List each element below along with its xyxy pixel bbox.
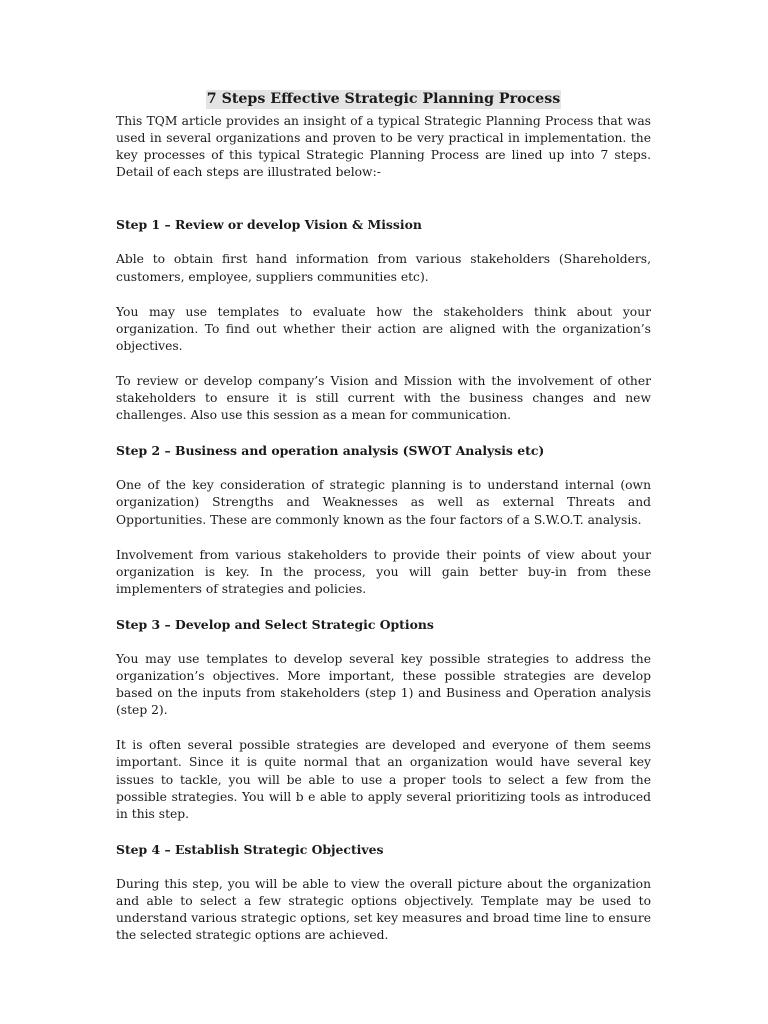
document-page xyxy=(116,88,651,944)
step-1-paragraph-3: To review or develop company’s Vision and Mission with the involvement of other stakeholders to ensure it is still current with the business changes and new challenges. Also use this session as a mean for communication. xyxy=(116,373,651,423)
step-2-paragraph-1: One of the key consideration of strategic planning is to understand internal (own organization) Strengths and Weaknesses as well as external Threats and Opportunities. These are commonly known as the four factors of a S.W.O.T. analysis. xyxy=(116,478,651,527)
step-4-paragraph-1: During this step, you will be able to view the overall picture about the organization and able to select a few strategic options objectively. Template may be used to understand various strategic options, set key measures and broad time line to ensure the selected strategic options are achieved. xyxy=(116,876,651,943)
title-wrap xyxy=(116,88,651,109)
step-2-paragraph-2: Involvement from various stakeholders to provide their points of view about your organization is key. In the process, you will gain better buy-in from these implementers of strategies and policies. xyxy=(116,547,651,596)
document-title: 7 Steps Effective Strategic Planning Process xyxy=(206,91,561,107)
step-1-heading: Step 1 – Review or develop Vision & Mission xyxy=(116,217,422,233)
step-3-paragraph-1: You may use templates to develop several key possible strategies to address the organization’s objectives. More important, these possible strategies are develop based on the inputs from stakeholders (step 1) and Business and Operation analysis (step 2). xyxy=(116,651,651,718)
step-1-paragraph-1: Able to obtain first hand information from various stakeholders (Shareholders, customers, employee, suppliers communities etc). xyxy=(116,252,651,284)
step-4-heading: Step 4 – Establish Strategic Objectives xyxy=(116,841,384,857)
step-2-heading: Step 2 – Business and operation analysis (SWOT Analysis etc) xyxy=(116,443,545,459)
step-1-paragraph-2: You may use templates to evaluate how the stakeholders think about your organization. To find out whether their action are aligned with the organization’s objectives. xyxy=(116,304,651,353)
step-3-paragraph-2: It is often several possible strategies are developed and everyone of them seems important. Since it is quite normal that an organization would have several key issues to tackle, you will be able to use a proper tools to select a few from the possible strategies. You will b e able to apply several prioritizing tools as introduced in this step. xyxy=(116,738,651,821)
step-3-heading: Step 3 – Develop and Select Strategic Options xyxy=(116,616,434,632)
intro-paragraph: This TQM article provides an insight of a typical Strategic Planning Process that was used in several organizations and proven to be very practical in implementation. the key processes of this typical Strategic Planning Process are lined up into 7 steps. Detail of each steps are illustrated below:- xyxy=(116,114,651,180)
